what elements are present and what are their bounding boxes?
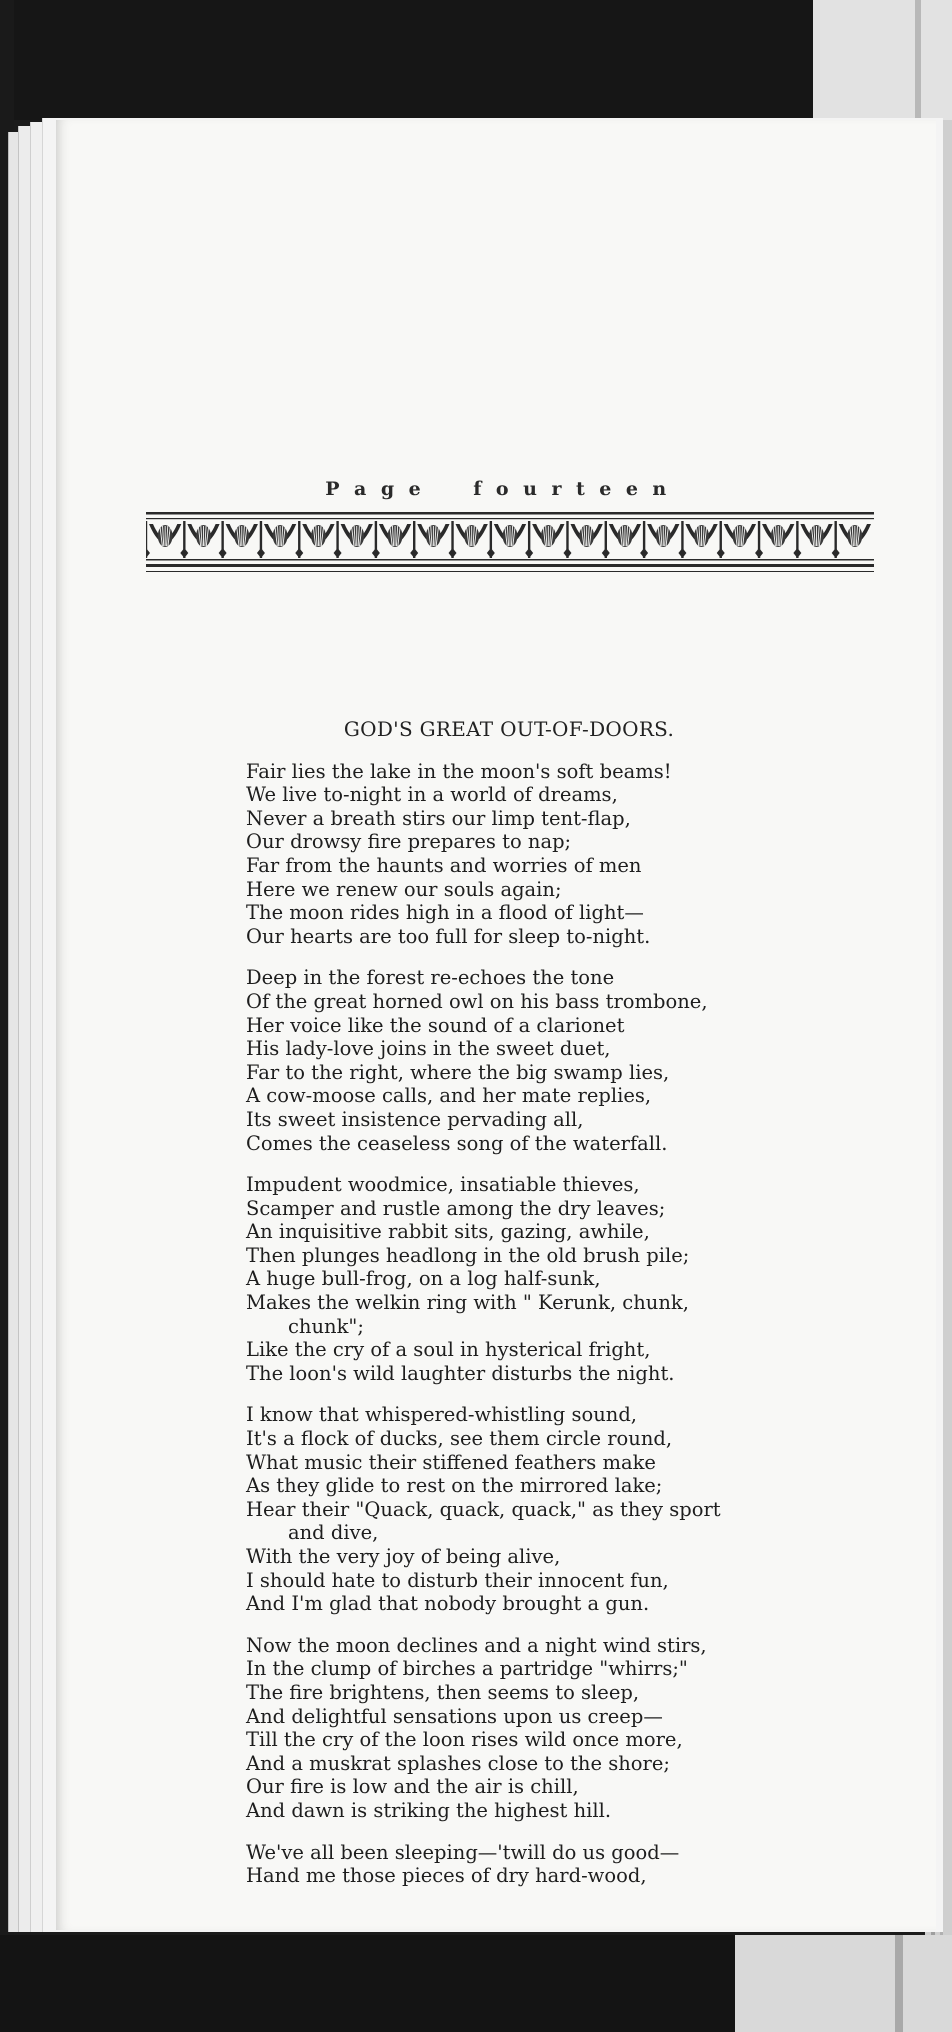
poem-stanza xyxy=(246,1841,824,1888)
poem-line: Now the moon declines and a night wind stirs, xyxy=(246,1633,707,1657)
poem-line: We live to-night in a world of dreams, xyxy=(246,783,618,807)
poem-line: And I'm glad that nobody brought a gun. xyxy=(246,1592,650,1616)
book-spine-bottom xyxy=(735,1935,952,2032)
dark-background-top xyxy=(0,0,952,120)
poem-line: And a muskrat splashes close to the shore; xyxy=(246,1751,670,1775)
poem-line: The moon rides high in a flood of light— xyxy=(246,901,644,925)
poem-stanza xyxy=(246,1173,824,1385)
poem-line: And delightful sensations upon us creep— xyxy=(246,1704,663,1728)
poem-line: We've all been sleeping—'twill do us good— xyxy=(246,1840,680,1864)
poem-line: The fire brightens, then seems to sleep, xyxy=(246,1680,640,1704)
poem-line: Never a breath stirs our limp tent-flap, xyxy=(246,806,631,830)
poem-line: Its sweet insistence pervading all, xyxy=(246,1107,584,1131)
poem-line: His lady-love joins in the sweet duet, xyxy=(246,1037,611,1061)
running-head: P a g e f o u r t e e n xyxy=(325,478,667,500)
ornamental-border-icon xyxy=(146,512,874,576)
poem-stanza xyxy=(246,966,824,1155)
poem-line: Scamper and rustle among the dry leaves; xyxy=(246,1196,666,1220)
poem-line: Makes the welkin ring with " Kerunk, chunk, xyxy=(246,1291,689,1315)
poem xyxy=(194,718,824,1906)
poem-line: Comes the ceaseless song of the waterfall. xyxy=(246,1131,668,1155)
poem-line: A cow-moose calls, and her mate replies, xyxy=(246,1084,652,1108)
poem-line: Deep in the forest re-echoes the tone xyxy=(246,966,615,990)
poem-line: Her voice like the sound of a clarionet xyxy=(246,1013,625,1037)
poem-line: Far from the haunts and worries of men xyxy=(246,853,642,877)
poem-line: Far to the right, where the big swamp lies, xyxy=(246,1060,670,1084)
poem-line: Hear their "Quack, quack, quack," as they sport xyxy=(246,1497,721,1521)
poem-line: I know that whispered-whistling sound, xyxy=(246,1403,637,1427)
book-page xyxy=(56,120,936,1930)
poem-line: Here we renew our souls again; xyxy=(246,877,562,901)
poem-line: Our drowsy fire prepares to nap; xyxy=(246,830,572,854)
poem-line: Then plunges headlong in the old brush pile; xyxy=(246,1243,690,1267)
poem-line: and dive, xyxy=(288,1521,379,1545)
poem-line: Impudent woodmice, insatiable thieves, xyxy=(246,1173,640,1197)
poem-body xyxy=(194,760,824,1888)
poem-line: A huge bull-frog, on a log half-sunk, xyxy=(246,1267,601,1291)
poem-line: As they glide to rest on the mirrored lake; xyxy=(246,1474,663,1498)
poem-stanza xyxy=(246,1634,824,1823)
poem-line: Hand me those pieces of dry hard-wood, xyxy=(246,1864,647,1888)
poem-line: Like the cry of a soul in hysterical fright, xyxy=(246,1338,651,1362)
poem-line: Our hearts are too full for sleep to-night. xyxy=(246,924,651,948)
poem-line: With the very joy of being alive, xyxy=(246,1545,561,1568)
poem-line: The loon's wild laughter disturbs the night. xyxy=(246,1361,675,1385)
poem-line: And dawn is striking the highest hill. xyxy=(246,1798,612,1822)
book-spine-top xyxy=(813,0,952,120)
poem-line: An inquisitive rabbit sits, gazing, awhile, xyxy=(246,1220,650,1244)
poem-line: It's a flock of ducks, see them circle round, xyxy=(246,1427,673,1451)
poem-stanza xyxy=(246,760,824,949)
poem-line: What music their stiffened feathers make xyxy=(246,1450,656,1474)
poem-line: Till the cry of the loon rises wild once more, xyxy=(246,1728,683,1752)
poem-line: Of the great horned owl on his bass trombone, xyxy=(246,989,708,1013)
poem-line: Fair lies the lake in the moon's soft beams! xyxy=(246,759,672,783)
poem-line: I should hate to disturb their innocent fun, xyxy=(246,1568,669,1592)
poem-stanza xyxy=(246,1403,824,1615)
poem-line: In the clump of birches a partridge "whirrs;" xyxy=(246,1657,688,1681)
poem-title: GOD'S GREAT OUT-OF-DOORS. xyxy=(343,717,675,741)
poem-line: Our fire is low and the air is chill, xyxy=(246,1775,579,1799)
poem-line: chunk"; xyxy=(288,1314,364,1338)
